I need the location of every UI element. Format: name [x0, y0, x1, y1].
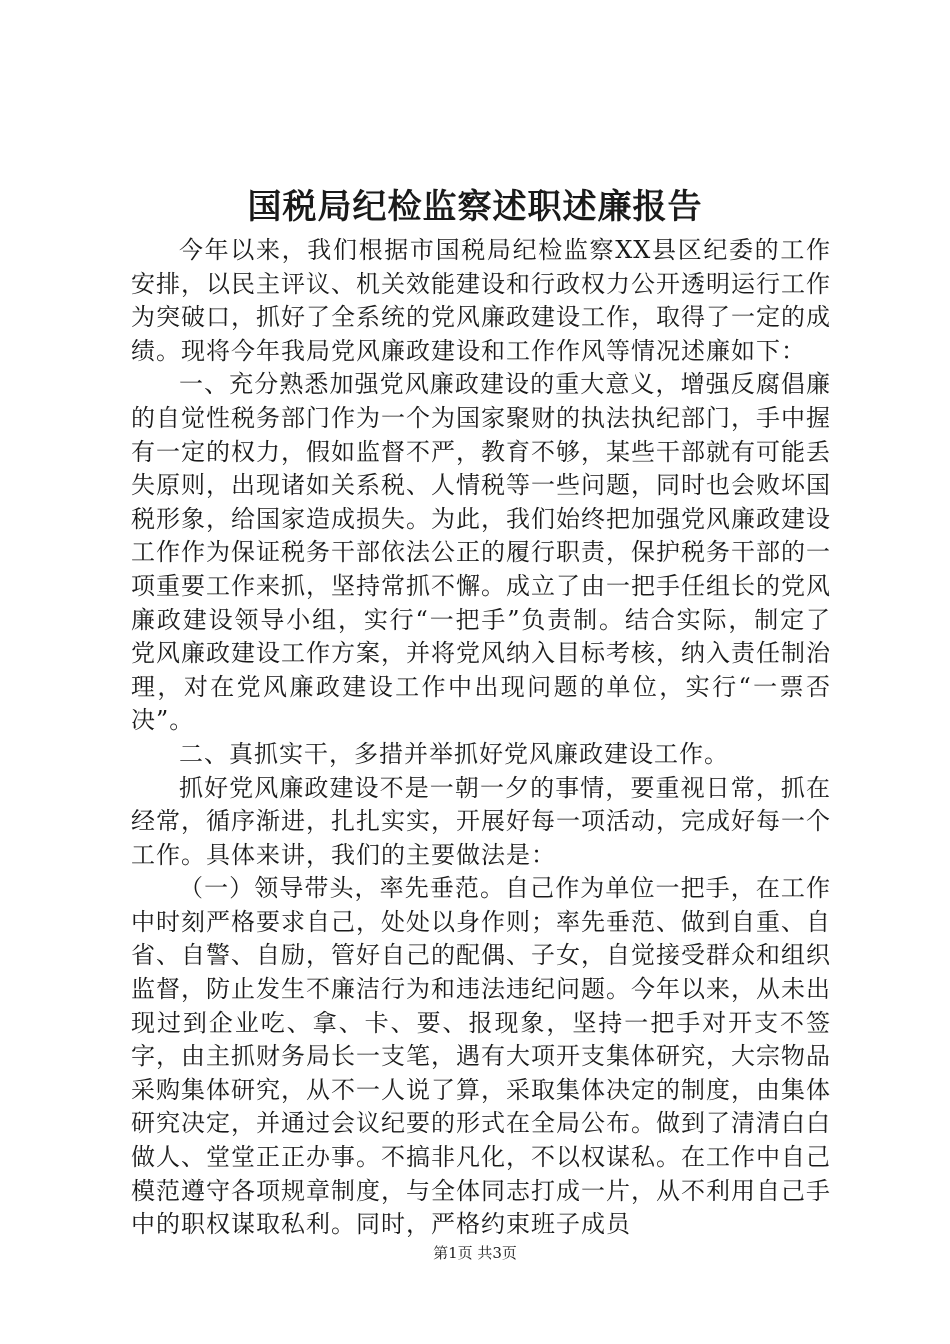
paragraph-subsection-1: （一）领导带头，率先垂范。自己作为单位一把手，在工作中时刻严格要求自己，处处以身作则；率先垂范、做到自重、自省、自警、自励，管好自己的配偶、子女，自觉接受群众和组织监督，防止发生不廉洁行为和违法违纪问题。今年以来，从未出现过到企业吃、拿、卡、要、报现象，坚持一把手对开支不签字，由主抓财务局长一支笔，遇有大项开支集体研究，大宗物品采购集体研究，从不一人说了算，采取集体决定的制度，由集体研究决定，并通过会议纪要的形式在全局公布。做到了清清白白做人、堂堂正正办事。不搞非凡化，不以权谋私。在工作中自己模范遵守各项规章制度，与全体同志打成一片，从不利用自己手中的职权谋取私利。同时，严格约束班子成员 [131, 874, 831, 1239]
page-number-footer: 第1页 共3页 [433, 1244, 517, 1262]
paragraph-section-2-intro: 抓好党风廉政建设不是一朝一夕的事情，要重视日常，抓在经常，循序渐进，扎扎实实，开展好每一项活动，完成好每一个工作。具体来讲，我们的主要做法是： [131, 773, 831, 869]
document-body [131, 234, 831, 1242]
paragraph-section-1: 一、充分熟悉加强党风廉政建设的重大意义，增强反腐倡廉的自觉性税务部门作为一个为国家聚财的执法执纪部门，手中握有一定的权力，假如监督不严，教育不够，某些干部就有可能丢失原则，出现诸如关系税、人情税等一些问题，同时也会败坏国税形象，给国家造成损失。为此，我们始终把加强党风廉政建设工作作为保证税务干部依法公正的履行职责，保护税务干部的一项重要工作来抓，坚持常抓不懈。成立了由一把手任组长的党风廉政建设领导小组，实行“一把手”负责制。结合实际，制定了党风廉政建设工作方案，并将党风纳入目标考核，纳入责任制治理，对在党风廉政建设工作中出现问题的单位，实行“一票否决”。 [131, 370, 831, 735]
paragraph-section-2-heading: 二、真抓实干，多措并举抓好党风廉政建设工作。 [179, 739, 729, 768]
paragraph-intro: 今年以来，我们根据市国税局纪检监察XX县区纪委的工作安排，以民主评议、机关效能建设和行政权力公开透明运行工作为突破口，抓好了全系统的党风廉政建设工作，取得了一定的成绩。现将今年我局党风廉政建设和工作作风等情况述廉如下： [131, 236, 831, 365]
document-title: 国税局纪检监察述职述廉报告 [247, 187, 703, 227]
